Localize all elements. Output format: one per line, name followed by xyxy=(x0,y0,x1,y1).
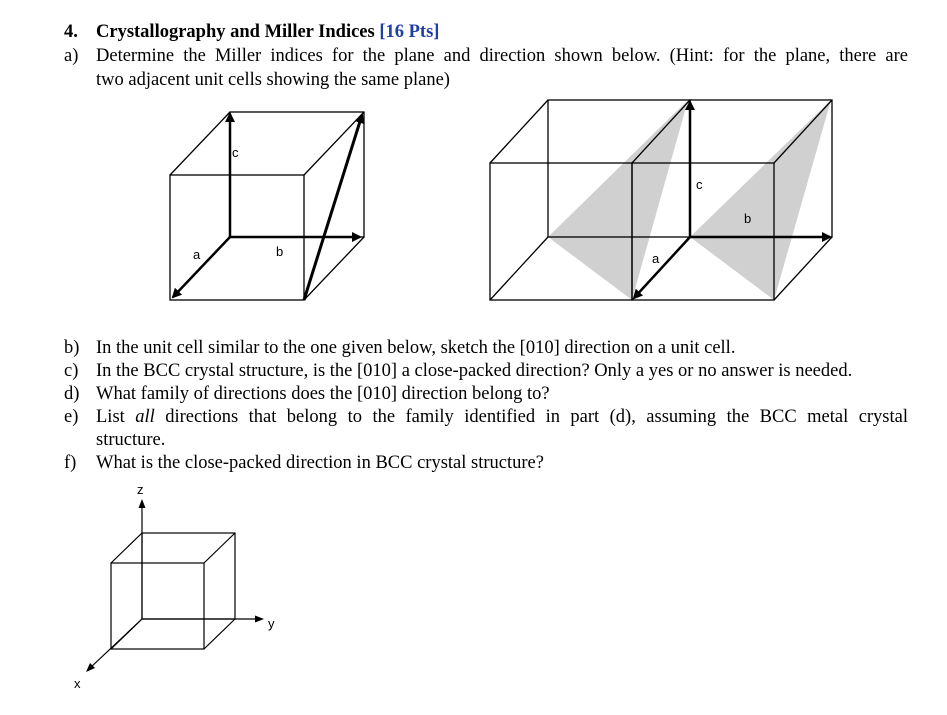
cube-1-direction-vector xyxy=(304,115,362,300)
double-cell-edge xyxy=(490,237,548,300)
double-cell-plane-1 xyxy=(548,100,688,300)
double-cell-edge xyxy=(490,100,548,163)
part-f-label: f) xyxy=(64,453,77,473)
cube-1-edge xyxy=(170,112,230,175)
part-e-line1 xyxy=(96,406,908,428)
part-b-label: b) xyxy=(64,338,80,358)
part-c-text: In the BCC crystal structure, is the [010] a close-packed direction? Only a yes or no answer is needed. xyxy=(96,361,853,381)
cube-1-label-b: b xyxy=(276,244,284,259)
xyz-cube-edge xyxy=(204,533,235,563)
question-number: 4. xyxy=(64,22,78,42)
question-points: [16 Pts] xyxy=(379,22,440,42)
xyz-label-x: x xyxy=(74,676,81,691)
part-e-text-post: directions that belong to the family identified in part (d), assuming the BCC metal crystal xyxy=(165,407,909,427)
part-b-text: In the unit cell similar to the one given below, sketch the [010] direction on a unit cell. xyxy=(96,338,736,358)
part-e-text-emph: all xyxy=(135,407,155,427)
part-a-line1: Determine the Miller indices for the plane and direction shown below. (Hint: for the plane, there are xyxy=(96,46,908,66)
part-f-text: What is the close-packed direction in BCC crystal structure? xyxy=(96,453,544,473)
part-d-text: What family of directions does the [010] direction belong to? xyxy=(96,384,550,404)
part-e-label: e) xyxy=(64,407,79,427)
double-cell-label-c: c xyxy=(696,177,703,192)
xyz-z-arrowhead xyxy=(139,499,146,508)
part-e-line2-row xyxy=(96,429,165,451)
xyz-cube-edge xyxy=(204,619,235,649)
question-title: Crystallography and Miller Indices xyxy=(96,22,375,42)
cube-1-label-a: a xyxy=(193,247,201,262)
xyz-cube xyxy=(74,482,275,691)
part-a-label: a) xyxy=(64,46,79,66)
xyz-y-arrowhead xyxy=(255,616,264,623)
xyz-x-axis xyxy=(90,619,142,668)
cube-1-a-axis xyxy=(173,237,230,297)
part-e-line2: structure. xyxy=(96,430,166,450)
part-a-line2: two adjacent unit cells showing the same plane) xyxy=(96,70,450,90)
double-cell-label-a: a xyxy=(652,251,660,266)
xyz-cube-edge xyxy=(111,533,142,563)
double-cell xyxy=(490,100,832,300)
cube-1-edge xyxy=(304,112,364,175)
part-e-text-pre: List xyxy=(96,407,125,427)
xyz-label-z: z xyxy=(137,482,144,497)
double-cell-plane-2 xyxy=(690,100,831,300)
cube-1-label-c: c xyxy=(232,145,239,160)
xyz-label-y: y xyxy=(268,616,275,631)
part-c-label: c) xyxy=(64,361,79,381)
part-d-label: d) xyxy=(64,384,80,404)
cube-1 xyxy=(170,112,364,300)
double-cell-label-b: b xyxy=(744,211,752,226)
